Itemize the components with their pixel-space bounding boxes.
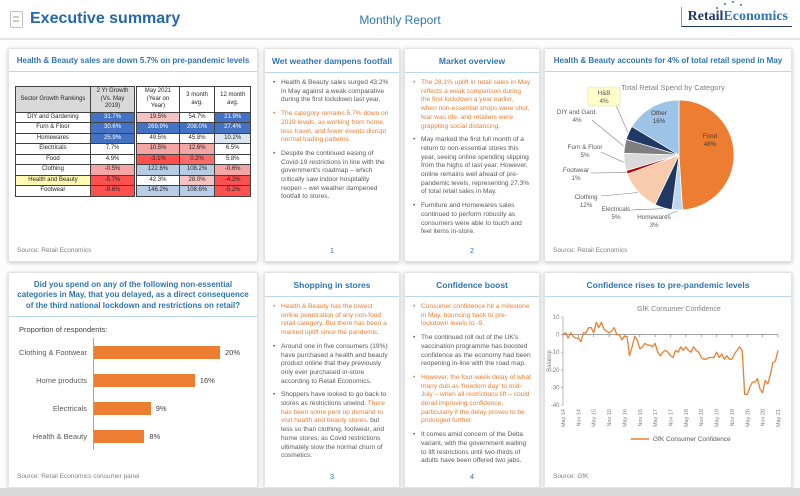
y-tick-label: -40 xyxy=(550,403,560,410)
pie-label: Clothing xyxy=(574,194,598,202)
page-number: 2 xyxy=(469,246,475,255)
growth-value-cell: -9.6% xyxy=(90,186,135,197)
bar-value-label: 9% xyxy=(155,403,167,413)
pie-label: Furn & Floor xyxy=(567,144,603,152)
page-number: 1 xyxy=(329,246,335,255)
pie-label: H&B xyxy=(597,90,611,98)
growth-value-cell: -4.2% xyxy=(215,175,251,186)
pie-label-value: 4% xyxy=(599,98,609,106)
growth-value-cell: 208.0% xyxy=(179,123,215,134)
x-tick-label: May 16 xyxy=(622,409,629,428)
bullet-list xyxy=(265,297,399,469)
pie-label: Other xyxy=(651,110,667,118)
sector-label: Clothing xyxy=(16,165,91,176)
y-tick-label: -20 xyxy=(550,367,560,374)
bullet-item: • Health & Beauty has the lowest online penetration of any non-food retail category. But there has been a marked uplift since the pandemic. xyxy=(273,303,387,337)
y-tick-label: 10 xyxy=(552,315,560,322)
pie-leader-line xyxy=(592,120,624,146)
sector-label: DIY and Gardening xyxy=(16,112,91,123)
growth-value-cell: 27.4% xyxy=(215,123,251,134)
line-chart xyxy=(545,297,791,487)
pie-chart xyxy=(545,72,791,261)
chart-subtitle: Proportion of respondents: xyxy=(19,325,108,335)
growth-value-cell: 269.9% xyxy=(136,123,179,134)
panel-confidence-boost xyxy=(404,272,540,488)
bullet-item: • Around one in five consumers (19%) have purchased a health and beauty product online that they previously only ever purchased in-store according to Retail Economics. xyxy=(273,342,388,385)
x-tick-label: May 17 xyxy=(653,409,660,428)
panel-shopping-in-stores xyxy=(264,272,400,488)
pie-label: Food xyxy=(702,133,718,141)
bullet-item: • Health & Beauty sales surged 43.2% in May against a weak comparative during the first lockdown last year. xyxy=(273,79,389,104)
line-chart-title: GfK Consumer Confidence xyxy=(637,306,721,314)
growth-value-cell: -5.7% xyxy=(90,175,135,186)
bar-row xyxy=(17,422,249,450)
report-subtitle: Monthly Report xyxy=(359,13,441,27)
source-note: Source: GfK xyxy=(553,473,589,480)
growth-value-cell: 42.3% xyxy=(136,175,179,186)
panel-title: Confidence rises to pre-pandemic levels xyxy=(545,273,791,297)
table-row xyxy=(16,144,251,155)
panel-title: Confidence boost xyxy=(405,273,539,297)
bullet-item: • Despite the continued easing of Covid-19 restrictions in line with the government's roadmap – which critically saw indoor hospitality reopen – wet weather dampened footfall to stores. xyxy=(273,149,385,201)
pie-leader-line xyxy=(615,103,628,132)
pie-label-value: 12% xyxy=(579,202,593,210)
x-tick-label: Nov 18 xyxy=(699,409,706,427)
growth-value-cell: 10.5% xyxy=(136,144,179,155)
pie-slice-food[interactable] xyxy=(679,100,734,210)
growth-value-cell: 108.2% xyxy=(179,165,215,176)
growth-value-cell: 49.5% xyxy=(136,133,179,144)
pie-label-value: 48% xyxy=(703,141,717,149)
pie-chart-svg xyxy=(545,72,791,258)
pie-leader-line xyxy=(631,209,663,210)
table-row xyxy=(16,123,251,134)
growth-value-cell: 108.6% xyxy=(179,186,215,197)
growth-value-cell: 30.6% xyxy=(90,123,135,134)
bar xyxy=(94,346,220,359)
bullet-item: • The continued roll out of the UK's vaccination programme has boosted confidence as the economy had been reopening in-line with the road map. xyxy=(413,334,531,368)
growth-value-cell: -3.1% xyxy=(136,154,179,165)
source-note: Source: Retail Economics consumer panel xyxy=(17,473,140,480)
sector-growth-table xyxy=(15,86,251,197)
bullet-item: • However, the four-week delay of what many dub as 'freedom day' to mid-July – when all restrictions lift – could derail improving confidence, particularly if the delay proves to be prolonged further. xyxy=(413,373,531,425)
bullet-item: • May marked the first full month of a return to non-essential stores this year, seeing online spending slipping from the highs of last year. However, online remains well ahead of pre-pandemic levels, representing 27.3% of total retail sales in May. xyxy=(413,136,530,196)
pie-chart-title: Total Retail Spend by Category xyxy=(621,83,725,93)
panel-retail-spend-pie xyxy=(544,48,792,262)
table-header: May 2021 (Year on Year) xyxy=(136,87,179,113)
bar xyxy=(94,374,195,387)
bullet-item: • Furniture and Homewares sales continued to perform robustly as consumers were able to touch and feel items in-store. xyxy=(413,202,522,236)
pie-leader-line xyxy=(601,152,624,162)
growth-value-cell: 31.7% xyxy=(90,112,135,123)
growth-value-cell: 10.2% xyxy=(215,133,251,144)
table-row xyxy=(16,133,251,144)
legend-label: GfK Consumer Confidence xyxy=(653,436,731,444)
x-tick-label: Nov 14 xyxy=(576,409,583,427)
growth-value-cell: 4.9% xyxy=(90,154,135,165)
x-tick-label: Nov 19 xyxy=(729,409,736,427)
x-tick-label: May 18 xyxy=(683,409,690,428)
x-tick-label: May 21 xyxy=(776,409,782,428)
panel-wet-weather xyxy=(264,48,400,262)
table-row xyxy=(16,165,251,176)
bar-value-label: 16% xyxy=(199,375,215,385)
bar-row xyxy=(17,366,249,394)
pie-label-value: 5% xyxy=(611,214,621,222)
panel-confidence-line xyxy=(544,272,792,488)
pie-label: DIY and Gard. xyxy=(556,109,598,117)
panel-title: Health & Beauty accounts for 4% of total retail spend in May xyxy=(545,49,791,72)
panel-title: Did you spend on any of the following non-essential categories in May, that you delayed, as a direct consequence of the third national lockdown and restrictions on retail? xyxy=(9,273,257,317)
sector-label: Footwear xyxy=(16,186,91,197)
sector-label: Homewares xyxy=(16,133,91,144)
x-tick-label: Nov 20 xyxy=(760,409,767,427)
growth-value-cell: 5.8% xyxy=(215,154,251,165)
bar xyxy=(94,402,151,415)
pie-label: Electricals xyxy=(601,206,631,214)
growth-value-cell: 45.8% xyxy=(179,133,215,144)
bullet-item: • The 28.1% uplift in retail sales in May reflects a weak comparison during the first lockdown a year earlier, when non-essential shops were shut, fear was rife, and retailers were grappling social distancing. xyxy=(413,79,531,130)
bullet-item: • Shoppers have looked to go back to stores as restrictions unwind. There has been some pent up demand to visit health and beauty stores, but less so than clothing, footwear, and home stores, as Covid restrictions ultimately slow the normal churn of cosmetics. xyxy=(273,391,387,460)
line-chart-svg xyxy=(545,297,791,485)
sector-label: Electricals xyxy=(16,144,91,155)
bullet-list xyxy=(405,297,539,469)
bar-value-label: 20% xyxy=(225,347,241,357)
bar-category-label: Home products xyxy=(36,375,87,385)
header xyxy=(0,0,800,40)
panel-title: Market overview xyxy=(405,49,539,73)
pie-label-value: 5% xyxy=(580,152,590,160)
growth-value-cell: 146.2% xyxy=(136,186,179,197)
retail-economics-logo xyxy=(681,7,792,27)
growth-value-cell: 7.7% xyxy=(90,144,135,155)
pie-label: Homewares xyxy=(637,214,671,222)
table-row xyxy=(16,112,251,123)
bullet-item: • The category remains 5.7% down on 2019 levels, as working from home, less travel, and fewer events disrupt normal trading patterns. xyxy=(273,110,389,144)
growth-value-cell: 19.5% xyxy=(136,112,179,123)
pie-label: Footwear xyxy=(562,167,590,175)
bullet-item: • Consumer confidence hit a milestone in May, bouncing back to pre-lockdown levels to -9. xyxy=(413,303,530,328)
growth-value-cell: 12.6% xyxy=(179,144,215,155)
pie-label-value: 16% xyxy=(652,118,666,126)
y-tick-label: -10 xyxy=(550,350,560,357)
sector-label: Food xyxy=(16,154,91,165)
table-header: 2 Yr Growth (Vs. May 2019) xyxy=(90,87,135,113)
growth-value-cell: -5.2% xyxy=(215,186,251,197)
panel-title: Health & Beauty sales are down 5.7% on pre-pandemic levels xyxy=(9,49,257,72)
logo-text-economics: Economics xyxy=(723,9,788,24)
growth-value-cell: 54.7% xyxy=(179,112,215,123)
logo-dots-icon xyxy=(716,1,746,9)
table-row xyxy=(16,154,251,165)
sector-label: Furn & Floor xyxy=(16,123,91,134)
panel-market-overview xyxy=(404,48,540,262)
growth-value-cell: 6.5% xyxy=(215,144,251,155)
bottom-strip xyxy=(0,488,800,496)
pie-leader-line xyxy=(601,193,638,196)
panel-delayed-spend-bar xyxy=(8,272,258,488)
bar-row xyxy=(17,394,249,422)
table-header: 3 month avg. xyxy=(179,87,215,113)
bullet-list xyxy=(265,73,399,243)
x-tick-label: Nov 16 xyxy=(637,409,644,427)
table-row xyxy=(16,175,251,186)
pie-label-value: 1% xyxy=(571,175,581,183)
bullet-item: • It comes amid concern of the Delta variant, with the government waiting to lift restrictions until two-thirds of adults have been offered two jabs. xyxy=(413,431,527,465)
bar-row xyxy=(17,338,249,366)
x-tick-label: Nov 17 xyxy=(668,409,675,427)
bar-chart xyxy=(9,338,257,450)
x-tick-label: May 15 xyxy=(591,409,598,428)
bar-category-label: Health & Beauty xyxy=(32,431,87,441)
sector-table-wrap xyxy=(9,72,257,197)
table-header: 12 month avg. xyxy=(215,87,251,113)
growth-value-cell: 21.9% xyxy=(215,112,251,123)
bar-value-label: 8% xyxy=(149,431,161,441)
page-title: Executive summary xyxy=(30,10,181,27)
y-axis-label: Balance xyxy=(547,350,553,372)
x-tick-label: May 19 xyxy=(714,409,721,428)
growth-value-cell: 25.9% xyxy=(90,133,135,144)
table-header: Sector Growth Rankings xyxy=(16,87,91,113)
page-number: 4 xyxy=(469,472,475,481)
panel-title: Shopping in stores xyxy=(265,273,399,297)
growth-value-cell: -0.6% xyxy=(215,165,251,176)
growth-value-cell: 0.2% xyxy=(179,154,215,165)
growth-value-cell: 28.0% xyxy=(179,175,215,186)
x-tick-label: May 20 xyxy=(745,409,752,428)
y-tick-label: -30 xyxy=(550,385,560,392)
pie-label-value: 3% xyxy=(649,222,659,230)
panel-title: Wet weather dampens footfall xyxy=(265,49,399,73)
x-tick-label: May 14 xyxy=(561,409,567,428)
growth-value-cell: 122.6% xyxy=(136,165,179,176)
bar-category-label: Clothing & Footwear xyxy=(19,347,87,357)
growth-value-cell: -0.5% xyxy=(90,165,135,176)
x-tick-label: Nov 15 xyxy=(607,409,614,427)
logo-text-retail: Retail xyxy=(687,9,724,24)
source-note: Source: Retail Economics xyxy=(17,247,92,254)
source-note: Source: Retail Economics xyxy=(553,247,628,254)
bar xyxy=(94,430,144,443)
page-number: 3 xyxy=(329,472,335,481)
table-row xyxy=(16,186,251,197)
panel-sector-growth xyxy=(8,48,258,262)
sector-label: Health and Beauty xyxy=(16,175,91,186)
y-tick-label: 0 xyxy=(556,332,560,339)
bullet-list xyxy=(405,73,539,243)
bar-category-label: Electricals xyxy=(52,403,87,413)
pie-label-value: 4% xyxy=(572,117,582,125)
confidence-series-line xyxy=(563,322,778,394)
